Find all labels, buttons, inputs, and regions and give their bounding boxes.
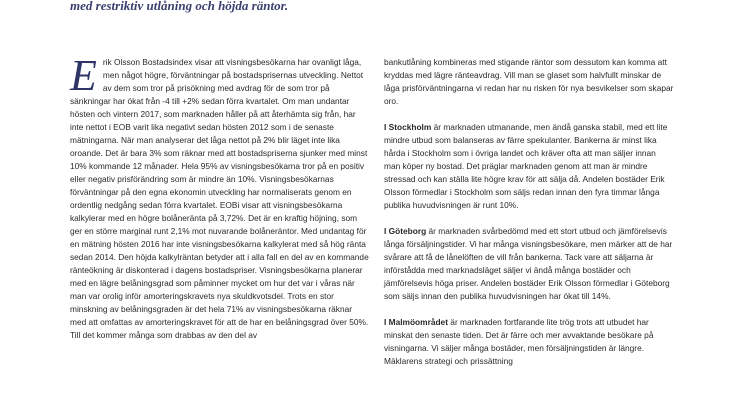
continuation-paragraph: bankutlåning kombineras med stigande räntor som dessutom kan komma att kryddas med lägre ränteavdrag. Vill man se glaset som halvfullt minskar de låga prisförväntningarna vi redan har nu risken för nya besvikelser som skapar oro.: [384, 57, 674, 106]
intro-paragraph: [70, 51, 370, 342]
stockholm-paragraph: [384, 121, 674, 212]
malmo-text: är marknaden fortfarande lite trög trots att utbudet har minskat den senaste tiden. Det är färre och mer avvaktande besökare på visningarna. Vi säljer många bostäder, men försäljningstiden är längre. Mäklarens strategi och prissättning: [384, 317, 654, 366]
stockholm-text: är marknaden utmanande, men ändå ganska stabil, med ett lite mindre utbud som balanseras av färre spekulanter. Bankerna är minst lika hårda i Stockholm som i övriga landet och kräver ofta att man säljer innan man köper ny bostad. Det präglar marknaden genom att man är mindre stressad och kan ställa lite högre krav för att sälja då. Andelen bostäder Erik Olsson förmedlar i Stockholm som säljs redan innan den fyra timmar långa publika huvudvisningen är runt 10%.: [384, 122, 668, 210]
malmo-paragraph: [384, 316, 674, 368]
city-heading-malmo: I Malmöområdet: [384, 317, 448, 327]
left-column: [70, 51, 370, 355]
drop-cap: E: [70, 51, 97, 100]
city-heading-stockholm: I Stockholm: [384, 122, 432, 132]
intro-body: rik Olsson Bostadsindex visar att visningsbesökarna har ovanligt låga, men något högre, förväntningar på bostadsprisernas utveckling. Nettot av dem som tror på prisökning med avdrag för de som tror på sänkningar har ökat från -4 till +2% sedan förra kvartalet. Om man undantar hösten och vintern 2017, som marknaden håller på att återhämta sig från, har inte nettot i EOB varit lika negativt sedan hösten 2012 som i de senaste mätningarna. När man analyserar det låga nettot på 2% blir läget inte lika oroande. Det är bara 3% som räknar med att bostadspriserna sjunker med minst 10% kommande 12 månader. Hela 95% av visningsbesökarna tror på en positiv eller negativ prisförändring som är mindre än 10%. Visningsbesökarnas förväntningar på den egna ekonomin utveckling har normaliserats genom en ordentlig nedgång sedan förra kvartalet. EOBi visar att visningsbesökarna kalkylerar med en högre bolåneränta på 3,72%. Det är en kraftig höjning, som ger en större marginal runt 2,1% mot nuvarande bolåneräntor. Med undantag för en mätning hösten 2016 har inte visningsbesökarna kalkylerat med så hög ränta sedan 2014. Den höjda kalkylräntan betyder att i alla fall en del av en kommande ränteökning är diskonterad i dagens bostadspriser. Visningsbesökarna planerar med en lägre belåningsgrad som påminner mycket om hur det var i våras när man var orolig inför amorteringskravets nya skuldkvotsdel. Trots en stor minskning av belåningsgraden är det hela 71% av visningsbesökarna räknar med att omfattas av amorteringskravet för att de har en belåningsgrad över 50%. Till det kommer många som drabbas av den del av: [70, 57, 369, 340]
right-column: [384, 56, 674, 381]
lead-text: med restriktiv utlåning och höjda räntor.: [70, 0, 289, 13]
goteborg-text: är marknaden svårbedömd med ett stort utbud och jämförelsevis långa försäljningstider. Vi har många visningsbesökare, men märker att de har svårare att få de lånelöften de vill från bankerna. Tack vare att säljarna är införstådda med marknadsläget säljer vi ändå många bostäder och jämförelsevis höga priser. Andelen bostäder Erik Olsson förmedlar i Göteborg som säljs innan den publika huvudvisningen har ökat till 14%.: [384, 226, 673, 301]
goteborg-paragraph: [384, 225, 674, 303]
city-heading-goteborg: I Göteborg: [384, 226, 427, 236]
